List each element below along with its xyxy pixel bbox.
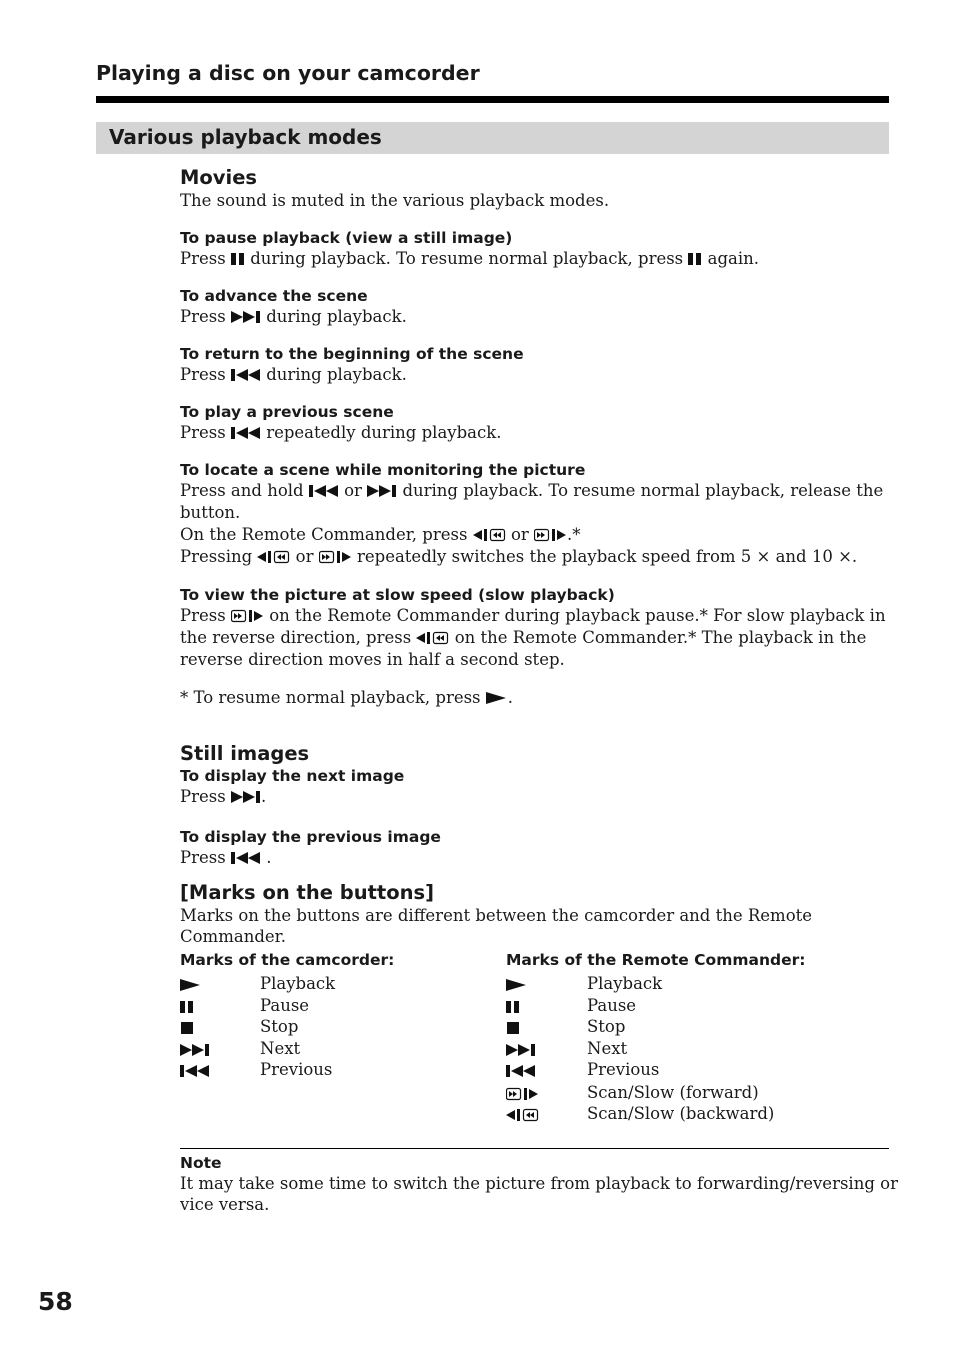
remote-marks-heading: Marks of the Remote Commander: — [506, 951, 806, 969]
pause-block — [180, 228, 889, 270]
previous-icon — [231, 851, 261, 865]
return-heading: To return to the beginning of the scene — [180, 345, 524, 363]
note-rule — [180, 1148, 889, 1149]
next-image-heading: To display the next image — [180, 767, 405, 785]
advance-block — [180, 286, 889, 328]
movies-section — [180, 166, 889, 212]
scan-backward-icon — [506, 1107, 540, 1126]
next-icon — [180, 1042, 210, 1061]
pause-icon — [180, 999, 210, 1018]
locate-line-3: On the Remote Commander, press or .* — [180, 525, 581, 544]
note-heading: Note — [180, 1154, 222, 1172]
note-line-1: It may take some time to switch the picture from playback to forwarding/reversing or — [180, 1174, 898, 1193]
slow-block — [180, 585, 889, 671]
scan-forward-icon — [319, 550, 352, 564]
movies-intro: The sound is muted in the various playback modes. — [180, 191, 610, 210]
mark-label: Scan/Slow (forward) — [587, 1083, 759, 1102]
note-section — [180, 1153, 898, 1215]
page-number: 58 — [38, 1287, 73, 1316]
scan-forward-icon — [506, 1086, 540, 1105]
movies-heading: Movies — [180, 166, 258, 189]
advance-text: Press during playback. — [180, 307, 407, 326]
mark-label: Previous — [260, 1060, 333, 1079]
mark-label: Next — [260, 1039, 301, 1058]
scan-forward-icon — [231, 609, 264, 623]
next-icon — [367, 484, 397, 498]
previous-icon — [180, 1063, 210, 1082]
pause-icon — [506, 999, 540, 1018]
footnote: * To resume normal playback, press . — [180, 688, 514, 707]
previous-scene-block — [180, 402, 889, 444]
return-text: Press during playback. — [180, 365, 407, 384]
note-line-2: vice versa. — [180, 1195, 270, 1214]
previous-icon — [506, 1063, 540, 1082]
locate-line-1: Press and hold or during playback. To resume normal playback, release the — [180, 481, 884, 500]
stop-icon — [506, 1020, 540, 1039]
previous-scene-heading: To play a previous scene — [180, 403, 394, 421]
mark-label: Stop — [260, 1017, 299, 1036]
locate-heading: To locate a scene while monitoring the picture — [180, 461, 586, 479]
camcorder-marks-heading: Marks of the camcorder: — [180, 951, 395, 969]
stop-icon — [180, 1020, 210, 1039]
mark-label: Pause — [587, 996, 637, 1015]
pause-heading: To pause playback (view a still image) — [180, 229, 513, 247]
slow-line-1: Press on the Remote Commander during playback pause.* For slow playback in — [180, 606, 886, 625]
still-images-section — [180, 742, 889, 808]
slow-line-3: reverse direction moves in half a second step. — [180, 650, 565, 669]
mark-label: Pause — [260, 996, 310, 1015]
play-icon — [506, 977, 540, 996]
mark-label: Playback — [260, 974, 336, 993]
mark-label: Stop — [587, 1017, 626, 1036]
previous-icon — [231, 426, 261, 440]
still-images-heading: Still images — [180, 742, 310, 765]
next-icon — [231, 310, 261, 324]
scan-backward-icon — [257, 550, 290, 564]
advance-heading: To advance the scene — [180, 287, 368, 305]
marks-section — [180, 881, 889, 947]
section-title: Various playback modes — [109, 125, 382, 149]
previous-scene-text: Press repeatedly during playback. — [180, 423, 502, 442]
previous-icon — [231, 368, 261, 382]
locate-line-2: button. — [180, 503, 241, 522]
mark-label: Previous — [587, 1060, 660, 1079]
next-icon — [506, 1042, 540, 1061]
scan-backward-icon — [416, 631, 449, 645]
pause-icon — [231, 252, 245, 266]
mark-label: Scan/Slow (backward) — [587, 1104, 775, 1123]
scan-forward-icon — [534, 528, 567, 542]
section-band — [96, 122, 889, 154]
return-block — [180, 344, 889, 386]
locate-block — [180, 460, 889, 568]
play-icon — [180, 977, 210, 996]
previous-image-text: Press . — [180, 848, 272, 867]
play-icon — [486, 691, 508, 705]
chapter-title: Playing a disc on your camcorder — [96, 61, 480, 85]
marks-intro-line-1: Marks on the buttons are different between the camcorder and the Remote — [180, 906, 813, 925]
marks-intro-line-2: Commander. — [180, 927, 286, 946]
next-image-text: Press . — [180, 787, 267, 806]
pause-icon — [688, 252, 702, 266]
mark-label: Next — [587, 1039, 628, 1058]
locate-line-4: Pressing or repeatedly switches the playback speed from 5 × and 10 ×. — [180, 547, 858, 566]
next-icon — [231, 790, 261, 804]
slow-heading: To view the picture at slow speed (slow playback) — [180, 586, 615, 604]
previous-icon — [309, 484, 339, 498]
marks-heading: [Marks on the buttons] — [180, 881, 435, 904]
scan-backward-icon — [473, 528, 506, 542]
pause-text: Press during playback. To resume normal playback, press again. — [180, 249, 760, 268]
mark-label: Playback — [587, 974, 663, 993]
chapter-rule — [96, 96, 889, 103]
previous-image-block — [180, 827, 889, 869]
previous-image-heading: To display the previous image — [180, 828, 441, 846]
slow-line-2: the reverse direction, press on the Remote Commander.* The playback in the — [180, 628, 867, 647]
